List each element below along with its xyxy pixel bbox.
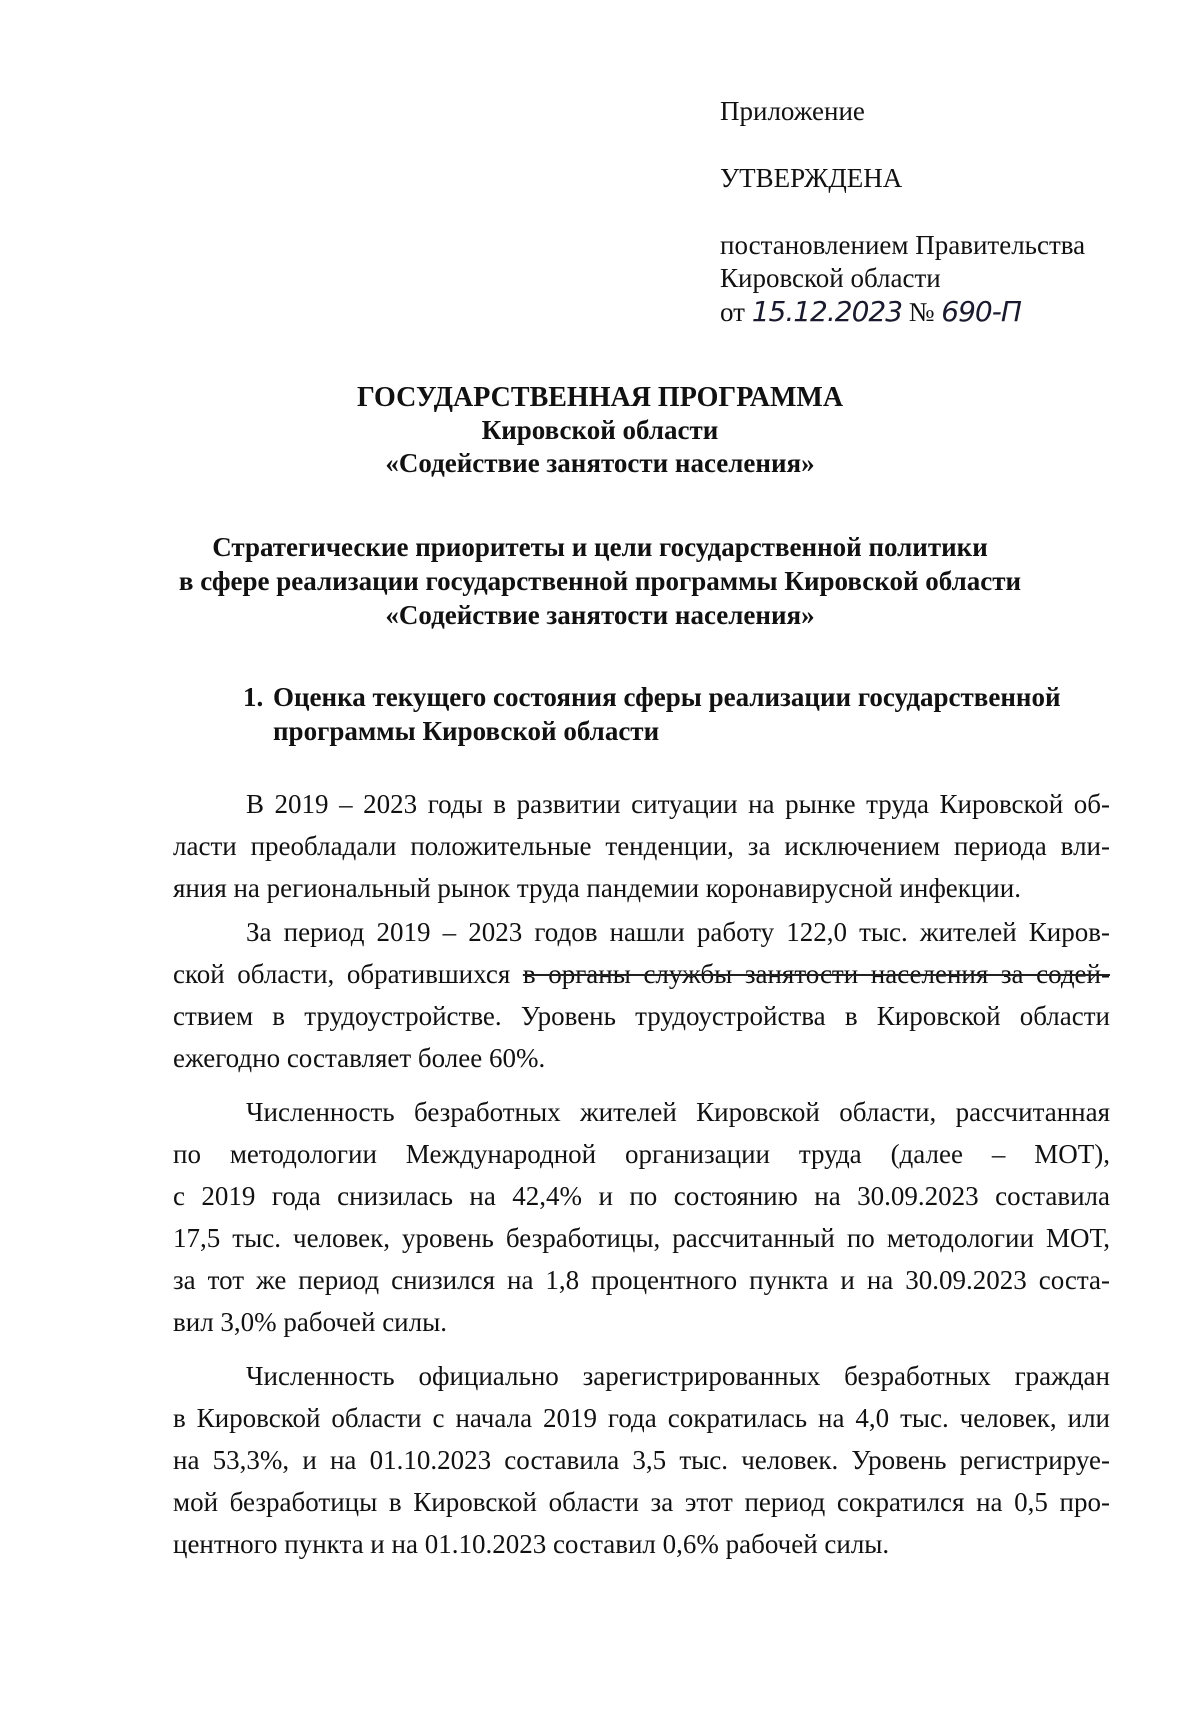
- number-sign: №: [908, 297, 935, 327]
- approval-stamp-block: [720, 95, 1140, 329]
- section-heading-line-2: в сфере реализации государственной программы Кировской области: [178, 566, 1022, 596]
- section-heading-line-1: Стратегические приоритеты и цели государственной политики: [212, 532, 988, 562]
- appendix-label: Приложение: [720, 96, 865, 126]
- paragraph-line: яния на региональный рынок труда пандемии коронавирусной инфекции.: [173, 873, 1022, 903]
- text-fragment: ской области, обратившихся: [173, 959, 523, 989]
- paragraph-line: в Кировской области с начала 2019 года сократилась на 4,0 тыс. человек, или: [173, 1403, 1110, 1433]
- handwritten-number: 690-П: [941, 295, 1021, 328]
- paragraph-line: мой безработицы в Кировской области за этот период сократился на 0,5 про-: [173, 1487, 1110, 1517]
- struck-through-text: в органы службы занятости населения за содей-: [522, 959, 1110, 989]
- paragraph-line: за тот же период снизился на 1,8 процентного пункта и на 30.09.2023 соста-: [173, 1265, 1110, 1295]
- paragraph: [173, 1355, 1110, 1565]
- section-heading-line-3: «Содействие занятости населения»: [385, 600, 815, 630]
- chapter-heading: [243, 680, 1123, 748]
- paragraph-line: 17,5 тыс. человек, уровень безработицы, рассчитанный по методологии МОТ,: [173, 1223, 1110, 1253]
- paragraph-line: Численность безработных жителей Кировской области, рассчитанная: [246, 1097, 1110, 1127]
- program-title-line-3: «Содействие занятости населения»: [385, 448, 815, 478]
- paragraph-line: В 2019 – 2023 годы в развитии ситуации на рынке труда Кировской об-: [246, 789, 1110, 819]
- paragraph-line: с 2019 года снизилась на 42,4% и по состоянию на 30.09.2023 составила: [173, 1181, 1110, 1211]
- program-title-line-2: Кировской области: [481, 415, 719, 445]
- handwritten-date: 15.12.2023: [751, 295, 903, 328]
- paragraph-line: центного пункта и на 01.10.2023 составил 0,6% рабочей силы.: [173, 1529, 890, 1559]
- resolution-line-1: постановлением Правительства: [720, 230, 1086, 260]
- paragraph-line: на 53,3%, и на 01.10.2023 составила 3,5 тыс. человек. Уровень регистрируе-: [173, 1445, 1110, 1475]
- chapter-heading-line-1: Оценка текущего состояния сферы реализации государственной: [273, 682, 1061, 712]
- chapter-number: 1.: [243, 682, 264, 712]
- paragraph: [173, 1091, 1110, 1343]
- paragraph: [173, 783, 1110, 909]
- paragraph: [173, 911, 1110, 1079]
- resolution-line-2: Кировской области: [720, 263, 941, 293]
- paragraph-line: ствием в трудоустройстве. Уровень трудоустройства в Кировской области: [173, 1001, 1110, 1031]
- resolution-date-line: [720, 295, 1140, 329]
- paragraph-line: ласти преобладали положительные тенденции, за исключением периода вли-: [173, 831, 1110, 861]
- body-text: [173, 783, 1110, 1567]
- program-title: [0, 381, 1200, 480]
- date-prefix: от: [720, 297, 745, 327]
- paragraph-line: вил 3,0% рабочей силы.: [173, 1307, 447, 1337]
- paragraph-line: За период 2019 – 2023 годов нашли работу 122,0 тыс. жителей Киров-: [246, 917, 1110, 947]
- section-heading: [0, 530, 1200, 632]
- paragraph-line: ежегодно составляет более 60%.: [173, 1043, 546, 1073]
- approved-label: УТВЕРЖДЕНА: [720, 163, 903, 193]
- chapter-heading-line-2: программы Кировской области: [273, 716, 660, 746]
- paragraph-line: по методологии Международной организации труда (далее – МОТ),: [173, 1139, 1110, 1169]
- paragraph-line: Численность официально зарегистрированных безработных граждан: [246, 1361, 1110, 1391]
- paragraph-line: [173, 953, 1110, 995]
- program-title-line-1: ГОСУДАРСТВЕННАЯ ПРОГРАММА: [356, 382, 844, 413]
